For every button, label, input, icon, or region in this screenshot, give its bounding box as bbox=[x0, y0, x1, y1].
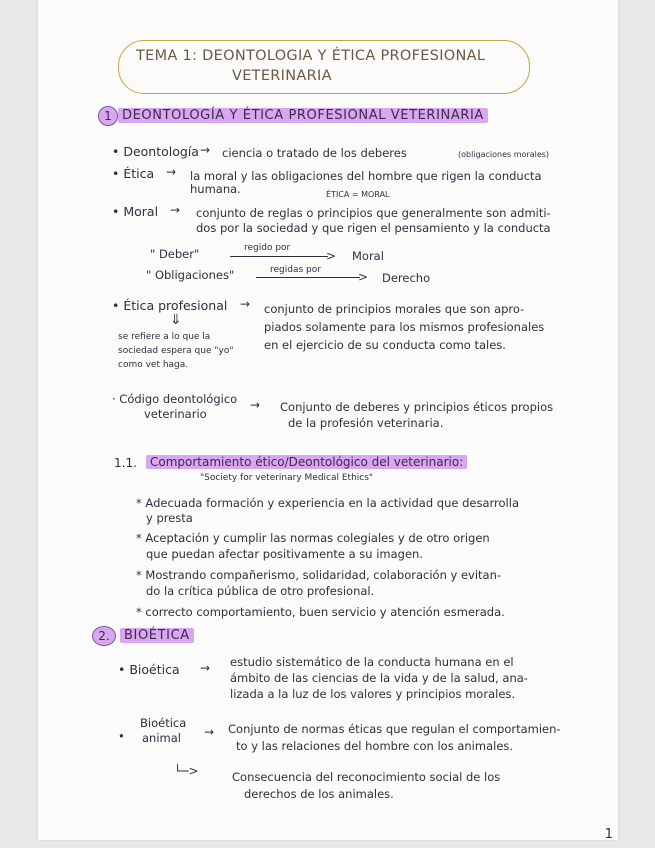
arrow-icon: → bbox=[204, 725, 215, 739]
page-title-line1: TEMA 1: DEONTOLOGIA Y ÉTICA PROFESIONAL bbox=[136, 48, 486, 64]
term-codigo-l2: veterinario bbox=[144, 407, 207, 421]
section-heading-2-text: BIOÉTICA bbox=[120, 628, 194, 643]
definition-moral-l1: conjunto de reglas o principios que generalmente son admiti- bbox=[196, 206, 551, 220]
obligaciones-label: " Obligaciones" bbox=[146, 268, 235, 282]
deber-target: Moral bbox=[352, 249, 384, 263]
arrow-icon: → bbox=[250, 398, 261, 412]
deber-arrow-line bbox=[230, 256, 328, 257]
note-etica-moral: ÉTICA = MORAL bbox=[326, 190, 390, 199]
bullet-3-l1: * Mostrando compañerismo, solidaridad, colaboración y evitan- bbox=[136, 568, 502, 582]
term-etica-profesional: • Ética profesional bbox=[112, 298, 228, 313]
obligaciones-over: regidas por bbox=[270, 265, 321, 275]
page-number: 1 bbox=[604, 827, 613, 842]
term-codigo-l1: · Código deontológico bbox=[112, 392, 238, 406]
bullet-2-l2: que puedan afectar positivamente a su imagen. bbox=[146, 547, 423, 561]
note-deontologia: (obligaciones morales) bbox=[458, 150, 550, 159]
deber-over: regido por bbox=[244, 243, 291, 253]
arrow-icon: → bbox=[200, 143, 211, 157]
section-heading-1-text: DEONTOLOGÍA Y ÉTICA PROFESIONAL VETERINARIA bbox=[118, 108, 488, 123]
section-heading-2 bbox=[120, 628, 194, 643]
term-deontologia: • Deontología bbox=[112, 144, 199, 159]
definition-bioetica-l1: estudio sistemático de la conducta humana en el bbox=[230, 655, 514, 669]
definition-bioetica-l2: ámbito de las ciencias de la vida y de la salud, ana- bbox=[230, 671, 528, 685]
corner-arrow-icon: └─> bbox=[174, 764, 199, 778]
term-bioetica-animal-l1: Bioética bbox=[140, 716, 187, 730]
bullet-1-l1: * Adecuada formación y experiencia en la actividad que desarrolla bbox=[136, 496, 519, 510]
arrow-head-icon: > bbox=[326, 249, 337, 263]
section-heading-1 bbox=[118, 108, 488, 123]
subsection-heading bbox=[146, 455, 467, 469]
definition-etica-prof-l3: en el ejercicio de su conducta como tales. bbox=[264, 338, 506, 352]
obligaciones-arrow-line bbox=[256, 277, 360, 278]
term-etica: • Ética bbox=[112, 166, 155, 181]
definition-moral-l2: dos por la sociedad y que rigen el pensamiento y la conducta bbox=[196, 221, 551, 235]
page-title-line2: VETERINARIA bbox=[232, 68, 332, 84]
side-note-l3: como vet haga. bbox=[118, 360, 189, 370]
society-note: "Society for veterinary Medical Ethics" bbox=[200, 473, 374, 483]
definition-codigo-l2: de la profesión veterinaria. bbox=[288, 416, 444, 430]
definition-etica-prof-l2: piados solamente para los mismos profesionales bbox=[264, 320, 545, 334]
section-number-2: 2. bbox=[92, 626, 116, 646]
definition-bioetica-l3: lizada a la luz de los valores y principios morales. bbox=[230, 687, 516, 701]
subsection-number: 1.1. bbox=[114, 456, 137, 470]
definition-bioetica-animal-l2: to y las relaciones del hombre con los animales. bbox=[236, 739, 514, 753]
term-bioetica: • Bioética bbox=[118, 662, 180, 677]
arrow-icon: → bbox=[166, 165, 177, 179]
definition-bioetica-animal-l1: Conjunto de normas éticas que regulan el comportamien- bbox=[228, 722, 561, 736]
down-arrow-icon: ⇓ bbox=[170, 312, 182, 328]
arrow-icon: → bbox=[240, 297, 251, 311]
definition-etica-l2: humana. bbox=[190, 182, 241, 196]
definition-codigo-l1: Conjunto de deberes y principios éticos propios bbox=[280, 400, 554, 414]
obligaciones-target: Derecho bbox=[382, 271, 431, 285]
bullet-3-l2: do la crítica pública de otro profesional. bbox=[146, 584, 375, 598]
term-moral: • Moral bbox=[112, 204, 159, 219]
arrow-head-icon: > bbox=[358, 270, 369, 284]
bullet-1-l2: y presta bbox=[146, 511, 193, 525]
side-note-l1: se refiere a lo que la bbox=[118, 332, 211, 342]
arrow-icon: → bbox=[200, 661, 211, 675]
side-note-l2: sociedad espera que "yo" bbox=[118, 346, 234, 356]
term-bioetica-animal-l2: animal bbox=[142, 731, 181, 745]
consequence-l2: derechos de los animales. bbox=[244, 787, 394, 801]
definition-deontologia: ciencia o tratado de los deberes bbox=[222, 146, 407, 160]
bullet-4-l1: * correcto comportamiento, buen servicio y atención esmerada. bbox=[136, 605, 505, 619]
section-number-1: 1 bbox=[98, 106, 118, 126]
consequence-l1: Consecuencia del reconocimiento social de los bbox=[232, 770, 501, 784]
definition-etica-l1: la moral y las obligaciones del hombre que rigen la conducta bbox=[190, 169, 542, 183]
subsection-heading-text: Comportamiento ético/Deontológico del veterinario: bbox=[146, 455, 467, 469]
bullet-dot: • bbox=[118, 729, 125, 743]
arrow-icon: → bbox=[170, 203, 181, 217]
deber-label: " Deber" bbox=[150, 247, 200, 261]
bullet-2-l1: * Aceptación y cumplir las normas colegiales y de otro origen bbox=[136, 531, 490, 545]
definition-etica-prof-l1: conjunto de principios morales que son apro- bbox=[264, 302, 525, 316]
